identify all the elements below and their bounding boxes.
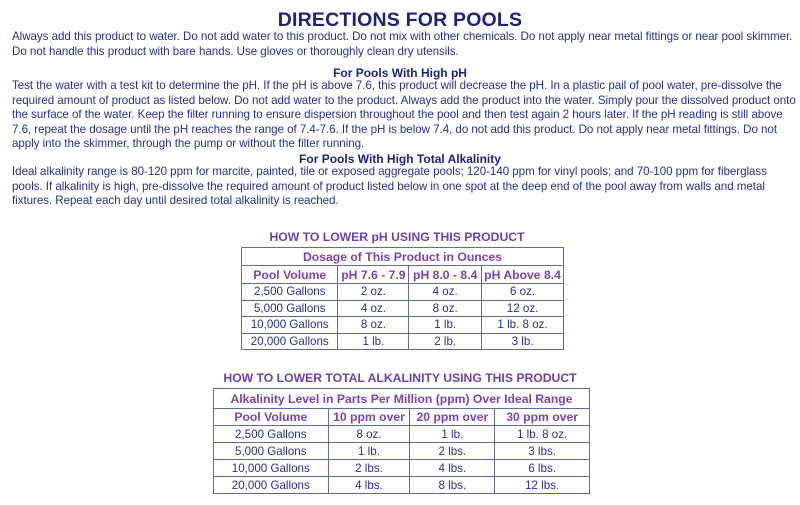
table-cell: 12 lbs. <box>495 477 590 494</box>
column-header-ph-above-8.4: pH Above 8.4 <box>482 266 564 284</box>
column-header-ph-8.0-8.4: pH 8.0 - 8.4 <box>409 266 482 284</box>
table-row <box>242 333 564 350</box>
column-header-20-ppm-over: 20 ppm over <box>410 409 495 426</box>
table-cell: 2,500 Gallons <box>242 284 338 301</box>
table-cell: 2 lbs. <box>328 460 410 477</box>
table-cell: 5,000 Gallons <box>242 300 338 317</box>
section-heading-high-ph: For Pools With High pH <box>333 66 467 80</box>
table-cell: 1 lb. 8 oz. <box>495 426 590 443</box>
table-cell: 1 lb. <box>410 426 495 443</box>
table-row <box>242 317 564 334</box>
section-heading-high-alkalinity: For Pools With High Total Alkalinity <box>299 152 501 166</box>
table-cell: 1 lb. <box>338 333 409 350</box>
alkalinity-table-span-header: Alkalinity Level in Parts Per Million (ppm) Over Ideal Range <box>214 389 590 409</box>
column-header-30-ppm-over: 30 ppm over <box>495 409 590 426</box>
table-cell: 8 lbs. <box>410 477 495 494</box>
table-cell: 12 oz. <box>482 300 564 317</box>
table-cell: 4 lbs. <box>328 477 410 494</box>
table-row <box>214 443 590 460</box>
table-cell: 6 oz. <box>482 284 564 301</box>
table-cell: 4 oz. <box>409 284 482 301</box>
section-body-high-alkalinity: Ideal alkalinity range is 80-120 ppm for marcite, painted, tile or exposed aggregate pools; 120-140 ppm for vinyl pools; and 70-100 ppm for fiberglass pools. If alkalinity is high, pre-dissolve the required amount of product listed below in one spot at the deep end of the pool away from walls and metal fixtures. Repeat each day until desired total alkalinity is reached. <box>12 165 767 208</box>
table-row <box>242 284 564 301</box>
alkalinity-table-title: HOW TO LOWER TOTAL ALKALINITY USING THIS PRODUCT <box>223 371 577 385</box>
table-cell: 6 lbs. <box>495 460 590 477</box>
table-header-row <box>242 266 564 284</box>
table-cell: 1 lb. 8 oz. <box>482 317 564 334</box>
ph-table-title: HOW TO LOWER pH USING THIS PRODUCT <box>269 230 525 244</box>
table-cell: 10,000 Gallons <box>214 460 329 477</box>
table-cell: 2 lb. <box>409 333 482 350</box>
table-cell: 2 oz. <box>338 284 409 301</box>
table-span-header-row <box>214 389 590 409</box>
table-cell: 1 lb. <box>328 443 410 460</box>
table-cell: 8 oz. <box>409 300 482 317</box>
table-cell: 2,500 Gallons <box>214 426 329 443</box>
table-row <box>214 426 590 443</box>
table-cell: 3 lb. <box>482 333 564 350</box>
table-cell: 4 oz. <box>338 300 409 317</box>
table-cell: 20,000 Gallons <box>214 477 329 494</box>
column-header-pool-volume: Pool Volume <box>242 266 338 284</box>
table-row <box>242 300 564 317</box>
table-span-header-row <box>242 248 564 266</box>
table-cell: 3 lbs. <box>495 443 590 460</box>
page-title: DIRECTIONS FOR POOLS <box>277 9 523 31</box>
ph-table-span-header: Dosage of This Product in Ounces <box>242 248 564 266</box>
table-cell: 10,000 Gallons <box>242 317 338 334</box>
table-header-row <box>214 409 590 426</box>
table-cell: 2 lbs. <box>410 443 495 460</box>
intro-paragraph: Always add this product to water. Do not add water to this product. Do not mix with other chemicals. Do not apply near metal fittings or near pool skimmer. Do not handle this product with bare hands. Use gloves or thoroughly clean dry utensils. <box>12 30 793 58</box>
table-row <box>214 477 590 494</box>
section-body-high-ph: Test the water with a test kit to determine the pH. If the pH is above 7.6, this product will decrease the pH. In a plastic pail of pool water, pre-dissolve the required amount of product as listed below. Do not add water to the product. Always add the product into the water. Simply pour the dissolved product onto the surface of the water. Keep the filter running to ensure dispersion throughout the pool and then test again 2 hours later. If the pH reading is still above 7.6, repeat the dosage until the pH reaches the range of 7.4-7.6. If the pH is below 7.4, do not add this product. Do not apply near metal fittings. Do not apply into the skimmer, through the pump or without the filter running. <box>12 79 796 151</box>
table-cell: 4 lbs. <box>410 460 495 477</box>
table-cell: 20,000 Gallons <box>242 333 338 350</box>
column-header-ph-7.6-7.9: pH 7.6 - 7.9 <box>338 266 409 284</box>
ph-dosage-table <box>241 247 564 350</box>
table-cell: 1 lb. <box>409 317 482 334</box>
table-cell: 8 oz. <box>328 426 410 443</box>
table-cell: 8 oz. <box>338 317 409 334</box>
table-row <box>214 460 590 477</box>
column-header-10-ppm-over: 10 ppm over <box>328 409 410 426</box>
table-cell: 5,000 Gallons <box>214 443 329 460</box>
alkalinity-dosage-table <box>213 388 590 494</box>
column-header-pool-volume: Pool Volume <box>214 409 329 426</box>
